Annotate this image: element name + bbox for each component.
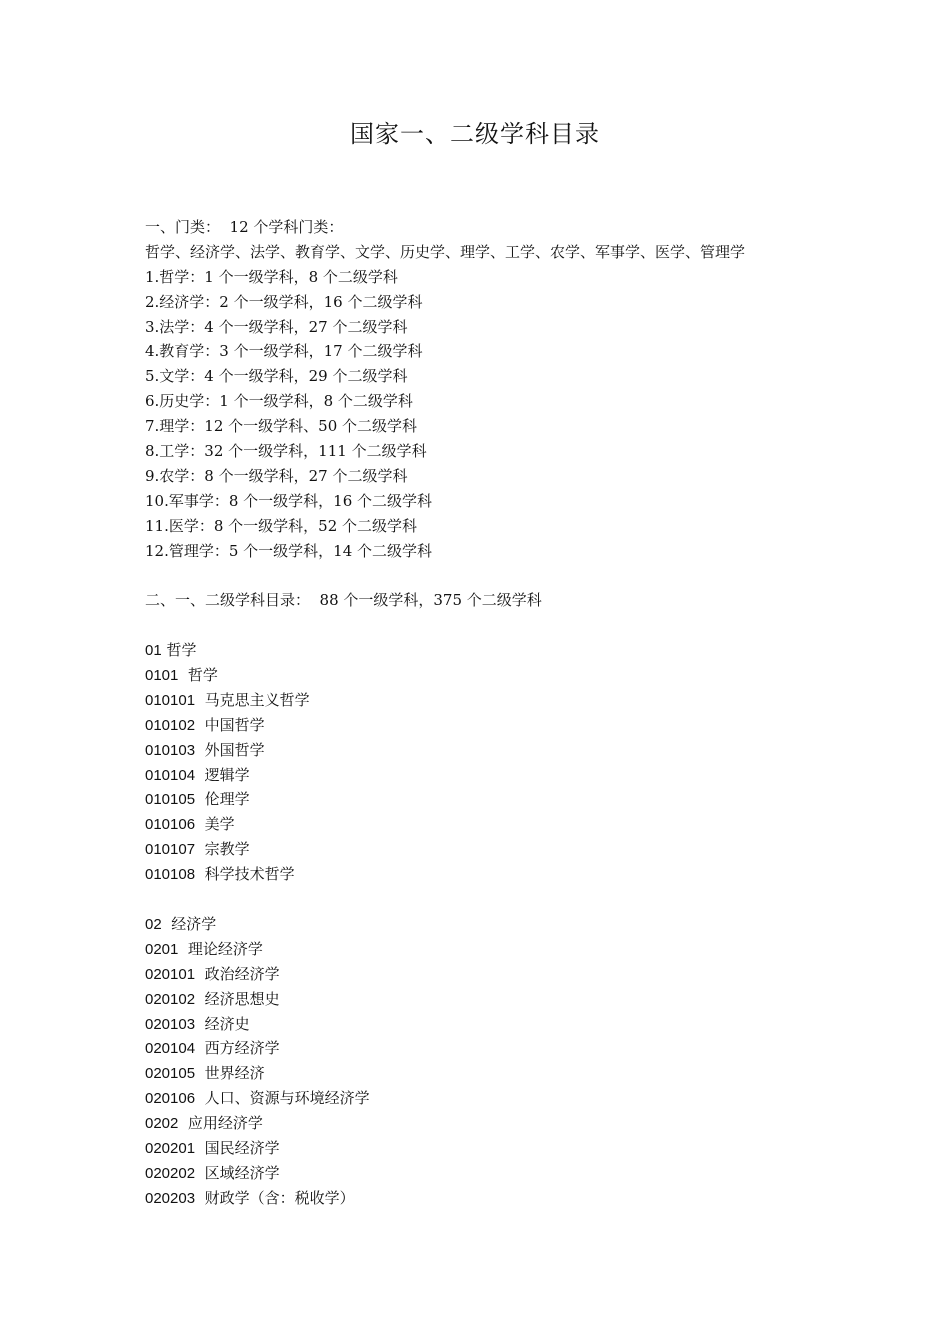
category-summary-item: 8.工学：32 个一级学科，111 个二级学科 xyxy=(145,442,427,461)
discipline-name: 经济史 xyxy=(204,1014,250,1033)
separator xyxy=(195,790,205,808)
discipline-name: 逻辑学 xyxy=(204,765,250,784)
discipline-code: 020104 xyxy=(145,1040,196,1058)
discipline-code: 0101 xyxy=(145,667,179,685)
discipline-name: 财政学（含：税收学） xyxy=(204,1188,355,1207)
separator xyxy=(195,1089,205,1107)
discipline-code: 010102 xyxy=(145,716,196,734)
document-title: 国家一、二级学科目录 xyxy=(350,120,600,148)
discipline-row xyxy=(145,912,865,937)
discipline-code: 020103 xyxy=(145,1015,196,1033)
discipline-code: 010108 xyxy=(145,866,196,884)
separator xyxy=(195,990,205,1008)
discipline-row xyxy=(145,763,865,788)
discipline-code: 0201 xyxy=(145,940,179,958)
discipline-name: 外国哲学 xyxy=(204,740,265,759)
separator xyxy=(195,766,205,784)
discipline-row xyxy=(145,1012,865,1037)
separator xyxy=(195,1039,205,1057)
section1-heading: 一、门类： 12 个学科门类： xyxy=(145,218,344,236)
category-summary-item: 9.农学：8 个一级学科，27 个二级学科 xyxy=(145,466,408,485)
discipline-name: 马克思主义哲学 xyxy=(204,690,310,709)
separator xyxy=(195,1139,205,1157)
discipline-code: 020202 xyxy=(145,1164,196,1182)
discipline-row xyxy=(145,962,865,987)
discipline-row xyxy=(145,862,865,887)
category-summary-item: 4.教育学：3 个一级学科，17 个二级学科 xyxy=(145,342,423,361)
discipline-row xyxy=(145,738,865,763)
spacer xyxy=(145,887,865,912)
discipline-row xyxy=(145,713,865,738)
category-summary-item: 2.经济学：2 个一级学科，16 个二级学科 xyxy=(145,292,423,311)
separator xyxy=(195,716,205,734)
discipline-code: 020101 xyxy=(145,965,196,983)
category-summary-item: 6.历史学：1 个一级学科，8 个二级学科 xyxy=(145,392,413,411)
category-summary-item: 10.军事学：8 个一级学科，16 个二级学科 xyxy=(145,491,433,510)
spacer xyxy=(145,613,865,638)
separator xyxy=(195,1164,205,1182)
separator xyxy=(195,865,205,883)
separator xyxy=(162,915,172,933)
discipline-name: 宗教学 xyxy=(204,840,250,859)
discipline-name: 政治经济学 xyxy=(204,964,280,983)
separator xyxy=(195,840,205,858)
separator xyxy=(178,940,188,958)
discipline-row xyxy=(145,1086,865,1111)
separator xyxy=(195,1064,205,1082)
discipline-row xyxy=(145,837,865,862)
discipline-row xyxy=(145,663,865,688)
discipline-name: 经济学 xyxy=(171,914,217,933)
discipline-code: 020203 xyxy=(145,1189,196,1207)
category-summary-item: 11.医学：8 个一级学科，52 个二级学科 xyxy=(145,516,418,535)
discipline-name: 区域经济学 xyxy=(204,1163,280,1182)
discipline-name: 美学 xyxy=(204,815,235,834)
discipline-name: 哲学 xyxy=(187,666,218,685)
section2-heading: 二、一、二级学科目录： 88 个一级学科，375 个二级学科 xyxy=(145,591,542,610)
separator xyxy=(195,815,205,833)
discipline-code: 020106 xyxy=(145,1090,196,1108)
discipline-row xyxy=(145,1136,865,1161)
discipline-code: 020201 xyxy=(145,1139,196,1157)
discipline-code: 010107 xyxy=(145,841,196,859)
discipline-row xyxy=(145,1161,865,1186)
discipline-name: 中国哲学 xyxy=(204,715,265,734)
discipline-name: 经济思想史 xyxy=(204,989,280,1008)
discipline-code: 010106 xyxy=(145,816,196,834)
discipline-row xyxy=(145,1036,865,1061)
separator xyxy=(178,1114,188,1132)
discipline-row xyxy=(145,937,865,962)
discipline-code: 01 xyxy=(145,642,162,660)
discipline-code: 02 xyxy=(145,915,162,933)
discipline-row xyxy=(145,638,865,663)
separator xyxy=(195,1189,205,1207)
discipline-list-economics xyxy=(145,912,865,1211)
category-summary-item: 12.管理学：5 个一级学科，14 个二级学科 xyxy=(145,541,433,560)
separator xyxy=(178,666,188,684)
discipline-name: 西方经济学 xyxy=(204,1039,280,1058)
discipline-code: 020102 xyxy=(145,990,196,1008)
discipline-list-philosophy xyxy=(145,638,865,887)
discipline-name: 人口、资源与环境经济学 xyxy=(204,1089,370,1108)
discipline-row xyxy=(145,1186,865,1211)
discipline-code: 020105 xyxy=(145,1065,196,1083)
categories-line: 哲学、经济学、法学、教育学、文学、历史学、理学、工学、农学、军事学、医学、管理学 xyxy=(145,242,746,261)
category-summary-list xyxy=(145,265,865,564)
separator xyxy=(195,691,205,709)
discipline-name: 哲学 xyxy=(166,641,197,660)
discipline-code: 010104 xyxy=(145,766,196,784)
discipline-code: 010101 xyxy=(145,691,196,709)
discipline-row xyxy=(145,1111,865,1136)
discipline-row xyxy=(145,812,865,837)
discipline-row xyxy=(145,688,865,713)
separator xyxy=(195,1015,205,1033)
discipline-name: 国民经济学 xyxy=(204,1138,280,1157)
discipline-row xyxy=(145,787,865,812)
category-summary-item: 3.法学：4 个一级学科，27 个二级学科 xyxy=(145,317,408,336)
discipline-name: 科学技术哲学 xyxy=(204,865,295,884)
discipline-name: 理论经济学 xyxy=(187,939,263,958)
discipline-row xyxy=(145,987,865,1012)
discipline-row xyxy=(145,1061,865,1086)
discipline-name: 世界经济 xyxy=(204,1064,265,1083)
discipline-code: 010103 xyxy=(145,741,196,759)
discipline-code: 0202 xyxy=(145,1115,179,1133)
separator xyxy=(195,965,205,983)
spacer xyxy=(145,563,865,588)
document-body xyxy=(145,215,865,1211)
discipline-name: 伦理学 xyxy=(204,790,250,809)
separator xyxy=(195,741,205,759)
category-summary-item: 5.文学：4 个一级学科，29 个二级学科 xyxy=(145,367,408,386)
discipline-name: 应用经济学 xyxy=(187,1114,263,1133)
category-summary-item: 7.理学：12 个一级学科、50 个二级学科 xyxy=(145,417,418,436)
category-summary-item: 1.哲学：1 个一级学科，8 个二级学科 xyxy=(145,267,398,286)
discipline-code: 010105 xyxy=(145,791,196,809)
